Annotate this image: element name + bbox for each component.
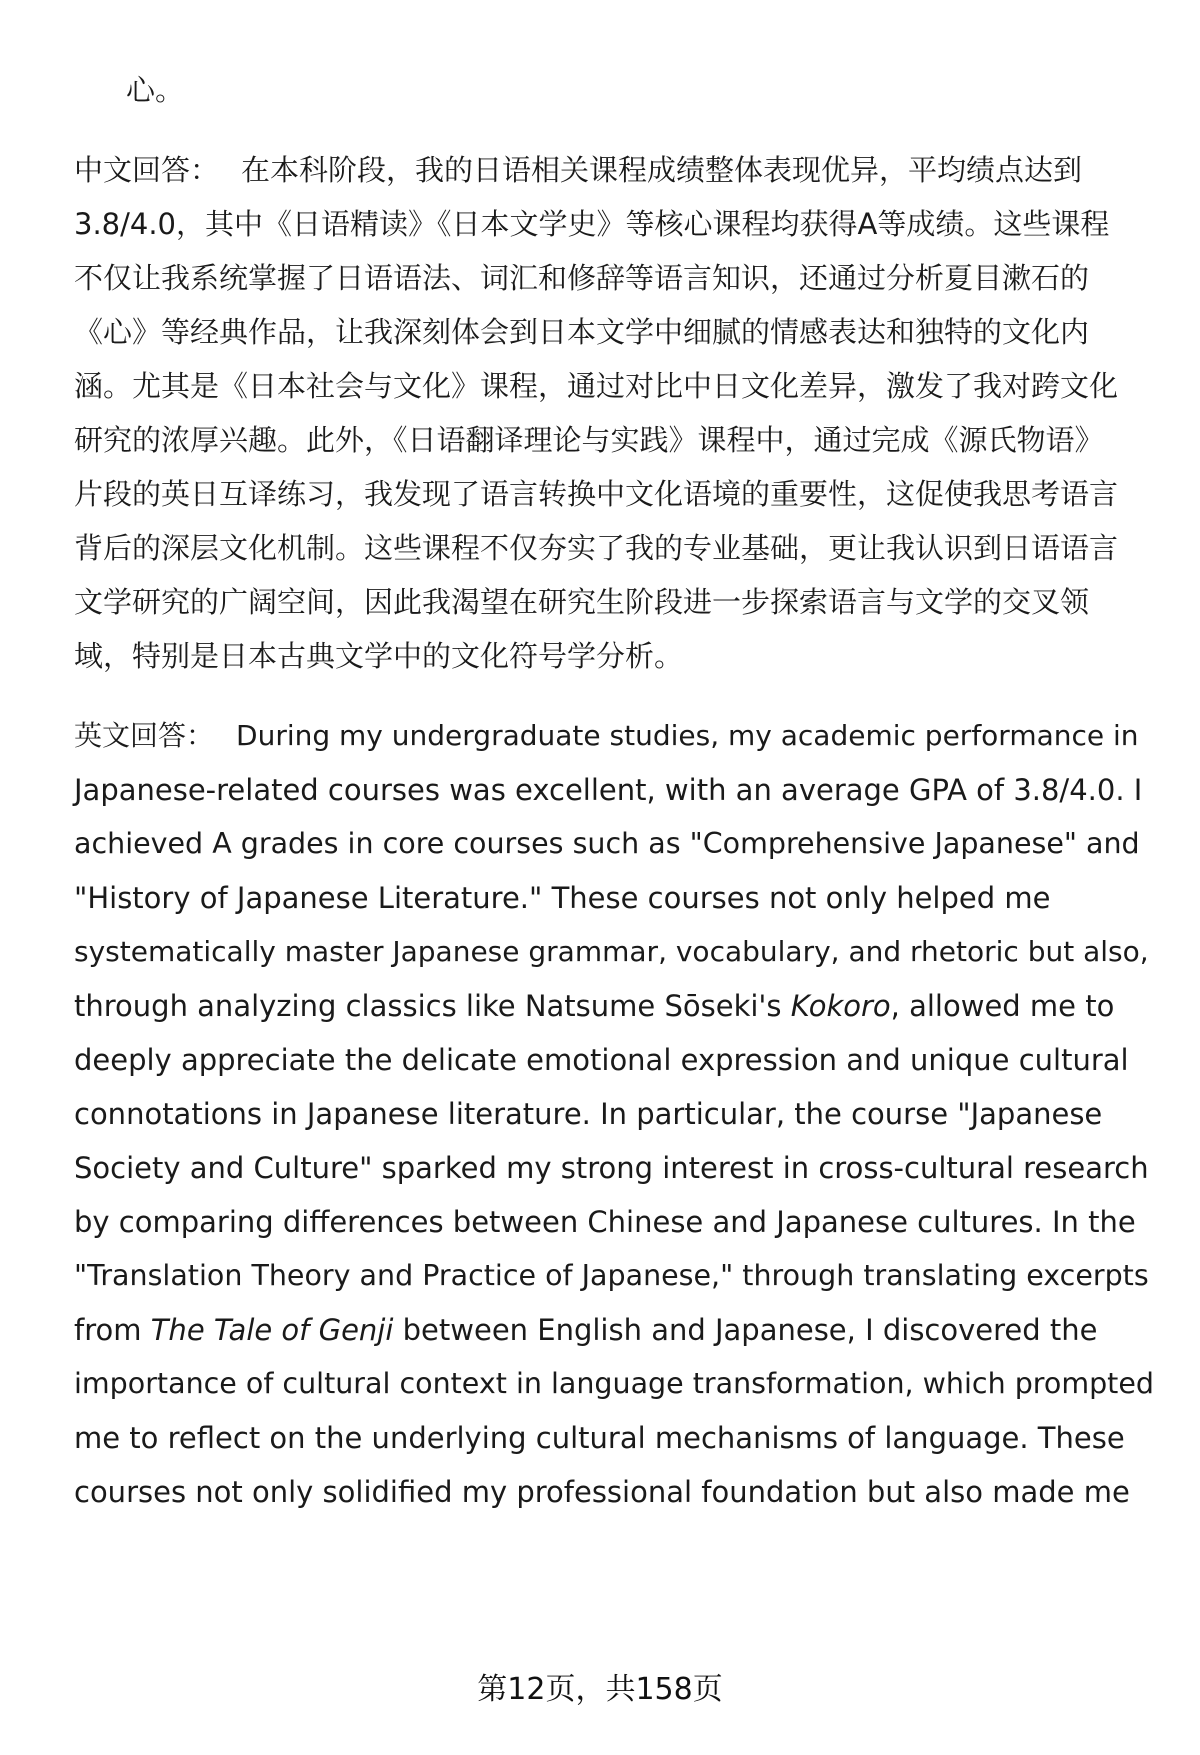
continuation-text: 心。 xyxy=(126,73,185,107)
english-answer-line-15: courses not only solidified my professional foundation but also made me xyxy=(74,1475,1130,1509)
english-answer-line-1 xyxy=(74,716,1139,756)
english-answer-text: During my undergraduate studies, my academic performance in xyxy=(236,719,1139,752)
chinese-answer-line-6: 研究的浓厚兴趣。此外，《日语翻译理论与实践》课程中，通过完成《源氏物语》 xyxy=(74,423,1104,457)
chinese-answer-line-7: 片段的英日互译练习，我发现了语言转换中文化语境的重要性，这促使我思考语言 xyxy=(74,477,1119,511)
english-answer-line-5: systematically master Japanese grammar, vocabulary, and rhetoric but also, xyxy=(74,935,1149,968)
english-answer-line-11: "Translation Theory and Practice of Japanese," through translating excerpts xyxy=(74,1259,1149,1292)
english-answer-line-13: importance of cultural context in language transformation, which prompted xyxy=(74,1367,1154,1400)
english-answer-line-6 xyxy=(74,986,1114,1026)
chinese-answer-line-1 xyxy=(74,150,1082,190)
english-answer-line-12 xyxy=(74,1310,1097,1350)
chinese-answer-line-2: 3.8/4.0，其中《日语精读》《日本文学史》等核心课程均获得A等成绩。这些课程 xyxy=(74,207,1110,241)
book-title-kokoro: Kokoro xyxy=(790,989,891,1023)
chinese-answer-text: 在本科阶段，我的日语相关课程成绩整体表现优异，平均绩点达到 xyxy=(241,153,1083,187)
chinese-answer-label: 中文回答： xyxy=(74,153,220,187)
english-answer-label: 英文回答： xyxy=(74,719,215,752)
english-answer-line-2: Japanese-related courses was excellent, with an average GPA of 3.8/4.0. I xyxy=(74,773,1143,807)
english-answer-line-12-after: between English and Japanese, I discovered the xyxy=(393,1313,1098,1347)
english-answer-line-7: deeply appreciate the delicate emotional expression and unique cultural xyxy=(74,1043,1129,1077)
english-answer-line-6-before: through analyzing classics like Natsume Sōseki's xyxy=(74,989,791,1023)
chinese-answer-line-3: 不仅让我系统掌握了日语语法、词汇和修辞等语言知识，还通过分析夏目漱石的 xyxy=(74,261,1090,295)
book-title-genji: The Tale of Genji xyxy=(150,1313,394,1347)
page-number-footer: 第12页，共158页 xyxy=(477,1672,723,1707)
english-answer-line-14: me to reflect on the underlying cultural mechanisms of language. These xyxy=(74,1421,1125,1455)
chinese-answer-line-5: 涵。尤其是《日本社会与文化》课程，通过对比中日文化差异，激发了我对跨文化 xyxy=(74,369,1119,403)
chinese-answer-line-4: 《心》等经典作品，让我深刻体会到日本文学中细腻的情感表达和独特的文化内 xyxy=(74,315,1090,349)
english-answer-line-10: by comparing differences between Chinese and Japanese cultures. In the xyxy=(74,1205,1136,1239)
chinese-answer-line-9: 文学研究的广阔空间，因此我渴望在研究生阶段进一步探索语言与文学的交叉领 xyxy=(74,585,1090,619)
english-answer-line-4: "History of Japanese Literature." These courses not only helped me xyxy=(74,881,1051,915)
chinese-answer-line-10: 域，特别是日本古典文学中的文化符号学分析。 xyxy=(74,639,684,673)
english-answer-line-6-after: , allowed me to xyxy=(890,989,1115,1023)
english-answer-line-8: connotations in Japanese literature. In particular, the course "Japanese xyxy=(74,1097,1103,1131)
english-answer-line-9: Society and Culture" sparked my strong interest in cross-cultural research xyxy=(74,1151,1149,1185)
english-answer-line-12-before: from xyxy=(74,1313,151,1347)
english-answer-line-3: achieved A grades in core courses such as "Comprehensive Japanese" and xyxy=(74,827,1140,860)
chinese-answer-line-8: 背后的深层文化机制。这些课程不仅夯实了我的专业基础，更让我认识到日语语言 xyxy=(74,531,1119,565)
